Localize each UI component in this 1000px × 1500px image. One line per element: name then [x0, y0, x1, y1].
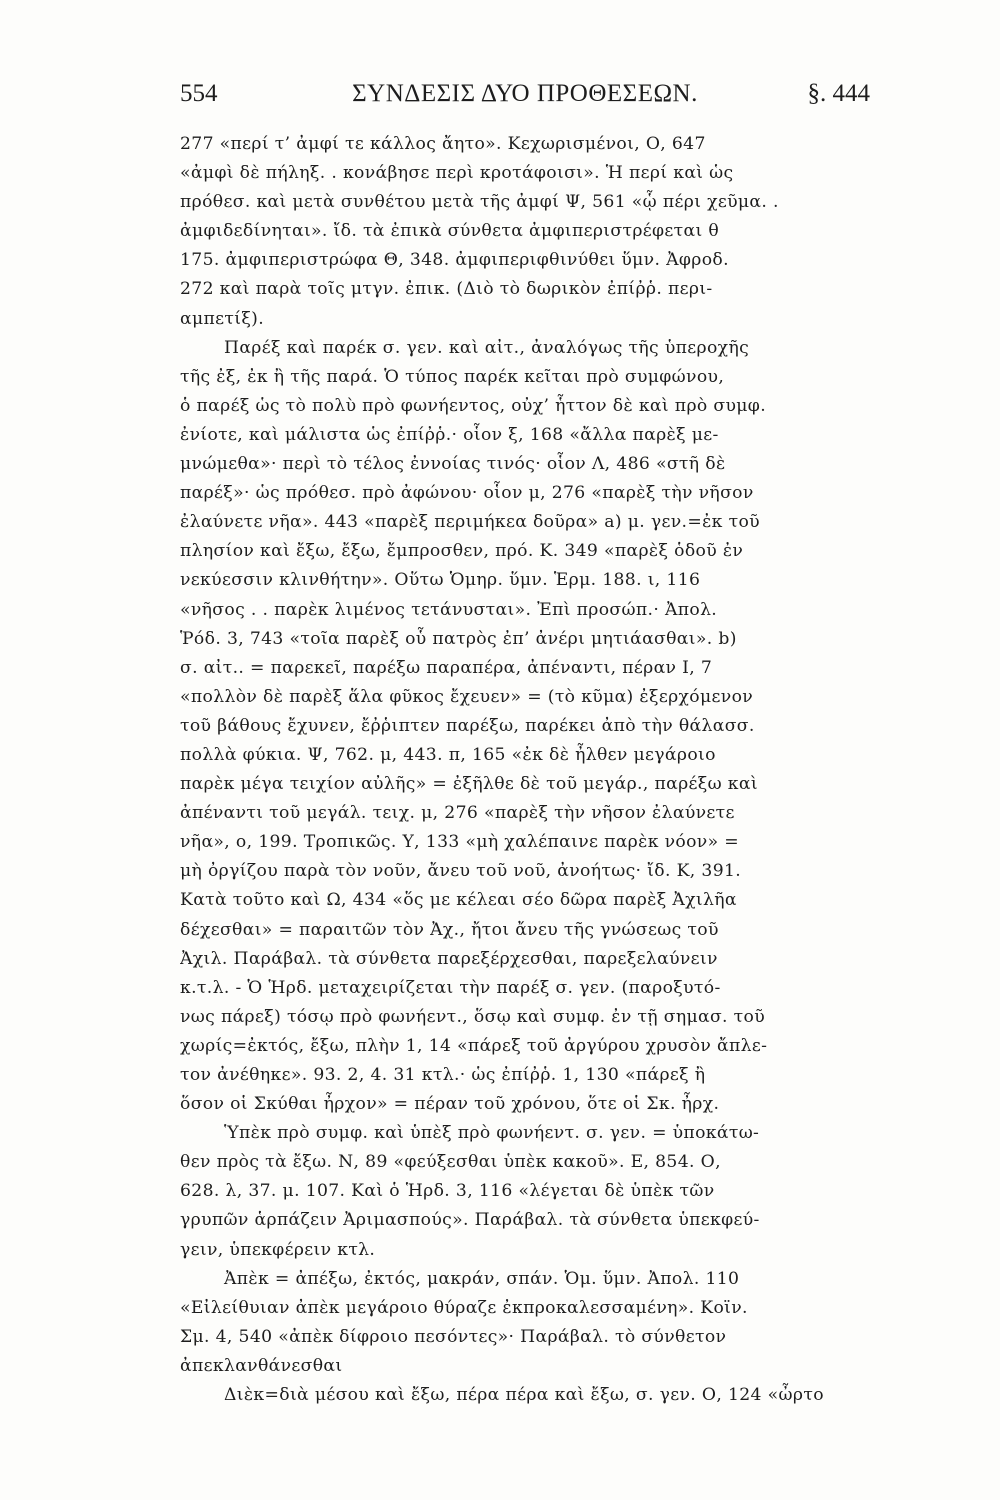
- text-line: γρυπῶν ἁρπάζειν Ἀριμασπούς». Παράβαλ. τὰ σύνθετα ὑπεκφεύ-: [180, 1210, 760, 1231]
- text-line: τον ἀνέθηκε». 93. 2, 4. 31 κτλ.· ὡς ἐπίῤῥ. 1, 130 «πάρεξ ἢ: [180, 1065, 706, 1085]
- text-line: 628. λ, 37. μ. 107. Καὶ ὁ Ἡρδ. 3, 116 «λέγεται δὲ ὑπὲκ τῶν: [180, 1181, 715, 1202]
- text-line: αμπετίξ).: [180, 308, 265, 329]
- text-line: Διὲκ=διὰ μέσου καὶ ἔξω, πέρα πέρα καὶ ἔξω, σ. γεν. Ο, 124 «ὦρτο: [224, 1385, 824, 1406]
- text-line: ἀμφιδεδίνηται». ἴδ. τὰ ἐπικὰ σύνθετα ἀμφιπεριστρέφεται θ: [180, 221, 720, 242]
- text-line: 175. ἀμφιπεριστρώφα Θ, 348. ἀμφιπεριφθινύθει ὕμν. Ἀφροδ.: [180, 250, 729, 271]
- text-line: «νῆσος . . παρὲκ λιμένος τετάνυσται». Ἐπὶ προσώπ.· Ἀπολ.: [180, 599, 718, 620]
- page-number: 554: [180, 80, 218, 107]
- text-line: μὴ ὀργίζου παρὰ τὸν νοῦν, ἄνευ τοῦ νοῦ, ἀνοήτως· ἴδ. Κ, 391.: [180, 861, 742, 882]
- text-line: παρὲκ μέγα τειχίον αὐλῆς» = ἐξῆλθε δὲ τοῦ μεγάρ., παρέξω καὶ: [180, 774, 758, 795]
- body-text: [180, 130, 870, 1430]
- text-line: «πολλὸν δὲ παρὲξ ἅλα φῦκος ἔχευεν» = (τὸ κῦμα) ἐξερχόμενον: [180, 686, 754, 707]
- text-line: ἐλαύνετε νῆα». 443 «παρὲξ περιμήκεα δοῦρα» a) μ. γεν.=ἐκ τοῦ: [180, 512, 760, 533]
- running-title: ΣΥΝΔΕΣΙΣ ΔΥΟ ΠΡΟΘΕΣΕΩΝ.: [352, 80, 698, 107]
- text-line: Ὑπὲκ πρὸ συμφ. καὶ ὑπὲξ πρὸ φωνήεντ. σ. γεν. = ὑποκάτω-: [224, 1123, 760, 1144]
- text-line: Ἀχιλ. Παράβαλ. τὰ σύνθετα παρεξέρχεσθαι, παρεξελαύνειν: [180, 948, 718, 969]
- text-line: σ. αἰτ.. = παρεκεῖ, παρέξω παραπέρα, ἀπέναντι, πέραν Ι, 7: [180, 657, 713, 678]
- text-line: ἐνίοτε, καὶ μάλιστα ὡς ἐπίῤῥ.· οἷον ξ, 168 «ἄλλα παρὲξ με-: [180, 424, 719, 445]
- running-header: [180, 80, 870, 120]
- text-line: Ἀπὲκ = ἀπέξω, ἐκτός, μακράν, σπάν. Ὁμ. ὕμν. Ἀπολ. 110: [224, 1268, 740, 1289]
- text-line: ὅσον οἱ Σκύθαι ἦρχον» = πέραν τοῦ χρόνου, ὅτε οἱ Σκ. ἦρχ.: [180, 1094, 720, 1115]
- text-line: χωρίς=ἐκτός, ἔξω, πλὴν 1, 14 «πάρεξ τοῦ ἀργύρου χρυσὸν ἄπλε-: [180, 1035, 768, 1056]
- text-line: νῆα», ο, 199. Τροπικῶς. Υ, 133 «μὴ χαλέπαινε παρὲκ νόον» =: [180, 832, 740, 853]
- text-line: τῆς ἐξ, ἐκ ἢ τῆς παρά. Ὁ τύπος παρέκ κεῖται πρὸ συμφώνου,: [180, 366, 725, 387]
- section-number: §. 444: [807, 80, 870, 107]
- text-line: 277 «περί τ’ ἀμφί τε κάλλος ἄητο». Κεχωρισμένοι, Ο, 647: [180, 134, 706, 154]
- text-line: πρόθεσ. καὶ μετὰ συνθέτου μετὰ τῆς ἀμφί Ψ, 561 «ᾧ πέρι χεῦμα. .: [180, 192, 779, 213]
- text-line: κ.τ.λ. - Ὁ Ἡρδ. μεταχειρίζεται τὴν παρέξ σ. γεν. (παροξυτό-: [180, 977, 721, 998]
- text-line: γειν, ὑπεκφέρειν κτλ.: [180, 1239, 376, 1260]
- text-line: ὁ παρέξ ὡς τὸ πολὺ πρὸ φωνήεντος, οὐχ’ ἧττον δὲ καὶ πρὸ συμφ.: [180, 395, 767, 416]
- text-line: ἀπέναντι τοῦ μεγάλ. τειχ. μ, 276 «παρὲξ τὴν νῆσον ἐλαύνετε: [180, 803, 735, 824]
- text-line: «Εἰλείθυιαν ἀπὲκ μεγάροιο θύραζε ἐκπροκαλεσσαμένη». Κοϊν.: [180, 1297, 748, 1318]
- text-line: ἀπεκλανθάνεσθαι: [180, 1355, 343, 1376]
- text-line: δέχεσθαι» = παραιτῶν τὸν Ἀχ., ἤτοι ἄνευ τῆς γνώσεως τοῦ: [180, 919, 719, 940]
- text-line: θεν πρὸς τὰ ἔξω. Ν, 89 «φεύξεσθαι ὑπὲκ κακοῦ». Ε, 854. Ο,: [180, 1152, 721, 1173]
- text-line: «ἀμφὶ δὲ πήληξ. . κονάβησε περὶ κροτάφοισι». Ἡ περί καὶ ὡς: [180, 163, 734, 184]
- text-line: πλησίον καὶ ἔξω, ἔξω, ἔμπροσθεν, πρό. Κ. 349 «παρὲξ ὁδοῦ ἐν: [180, 541, 744, 562]
- text-line: νως πάρεξ) τόσῳ πρὸ φωνήεντ., ὅσῳ καὶ συμφ. ἐν τῇ σημασ. τοῦ: [180, 1006, 766, 1027]
- text-line: 272 καὶ παρὰ τοῖς μτγν. ἐπικ. (Διὸ τὸ δωρικὸν ἐπίῤῥ. περι-: [180, 279, 713, 300]
- text-line: Κατὰ τοῦτο καὶ Ω, 434 «ὅς με κέλεαι σέο δῶρα παρὲξ Ἀχιλῆα: [180, 890, 737, 911]
- text-line: Παρέξ καὶ παρέκ σ. γεν. καὶ αἰτ., ἀναλόγως τῆς ὑπεροχῆς: [224, 337, 750, 358]
- text-line: πολλὰ φύκια. Ψ, 762. μ, 443. π, 165 «ἐκ δὲ ἦλθεν μεγάροιο: [180, 744, 716, 765]
- text-line: τοῦ βάθους ἔχυνεν, ἔῤῥιπτεν παρέξω, παρέκει ἀπὸ τὴν θάλασσ.: [180, 715, 755, 736]
- text-line: μνώμεθα»· περὶ τὸ τέλος ἐννοίας τινός· οἷον Λ, 486 «στῆ δὲ: [180, 454, 726, 475]
- text-line: νεκύεσσιν κλινθήτην». Οὕτω Ὁμηρ. ὕμν. Ἑρμ. 188. ι, 116: [180, 570, 701, 591]
- text-line: παρέξ»· ὡς πρόθεσ. πρὸ ἀφώνου· οἷον μ, 276 «παρὲξ τὴν νῆσον: [180, 483, 754, 504]
- text-line: Ῥόδ. 3, 743 «τοῖα παρὲξ οὗ πατρὸς ἐπ’ ἀνέρι μητιάασθαι». b): [180, 628, 737, 649]
- text-line: Σμ. 4, 540 «ἀπὲκ δίφροιο πεσόντες»· Παράβαλ. τὸ σύνθετον: [180, 1326, 727, 1347]
